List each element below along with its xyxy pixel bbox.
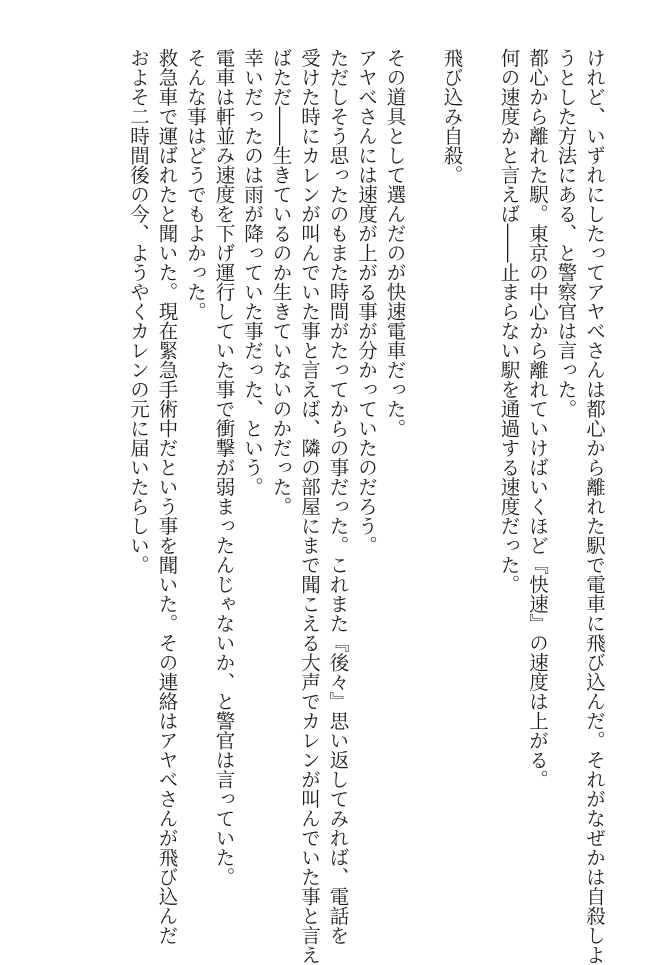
paragraph-line: 幸いだったのは雨が降っていた事だった、という。 xyxy=(241,48,264,497)
paragraph-line: その道具として選んだのが快速電車だった。 xyxy=(383,48,407,438)
paragraph-line: およそ二時間後の今、ようやくカレンの元に届いたらしい。 xyxy=(127,48,150,575)
paragraph-line: 都心から離れた駅。東京の中心から離れていけばいくほど『快速』の速度は上がる。 xyxy=(526,48,549,789)
blank-line xyxy=(466,48,495,868)
paragraph-line: ただしそう思ったのもまた時間がたってからの事だった。これまた『後々』思い返してみれば、電話を xyxy=(326,48,350,945)
paragraph-line: そんな事はどうでもよかった。 xyxy=(184,48,207,321)
paragraph-line: 飛び込み自殺。 xyxy=(440,48,464,185)
paragraph-line: アヤべさんには速度が上がる事が分かっていたのだろう。 xyxy=(355,48,378,555)
paragraph-line: 受けた時にカレンが叫んでいた事と言えば、隣の部屋にまで聞こえる大声でカレンが叫んでいた事と言え xyxy=(298,48,321,965)
paragraph-line: うとした方法にある、と警察官は言った。 xyxy=(554,48,578,419)
blank-line xyxy=(409,48,438,868)
paragraph-line: 電車は軒並み速度を下げ運行していた事で衝撃が弱まったんじゃないか、と警官は言っていた。 xyxy=(212,48,236,887)
paragraph-line: けれど、いずれにしたってアヤべさんは都心から離れた駅で電車に飛び込んだ。それがなぜかは自殺しよ xyxy=(583,48,606,965)
paragraph-line: 何の速度かと言えば――止まらない駅を通過する速度だった。 xyxy=(497,48,521,594)
vertical-text-block xyxy=(124,48,609,965)
paragraph-line: ばただ――生きているのか生きていないのかだった。 xyxy=(269,48,293,516)
paragraph-line: 救急車で運ばれたと聞いた。現在緊急手術中だという事を聞いた。その連絡はアヤべさんが飛び込んだ xyxy=(155,48,179,945)
